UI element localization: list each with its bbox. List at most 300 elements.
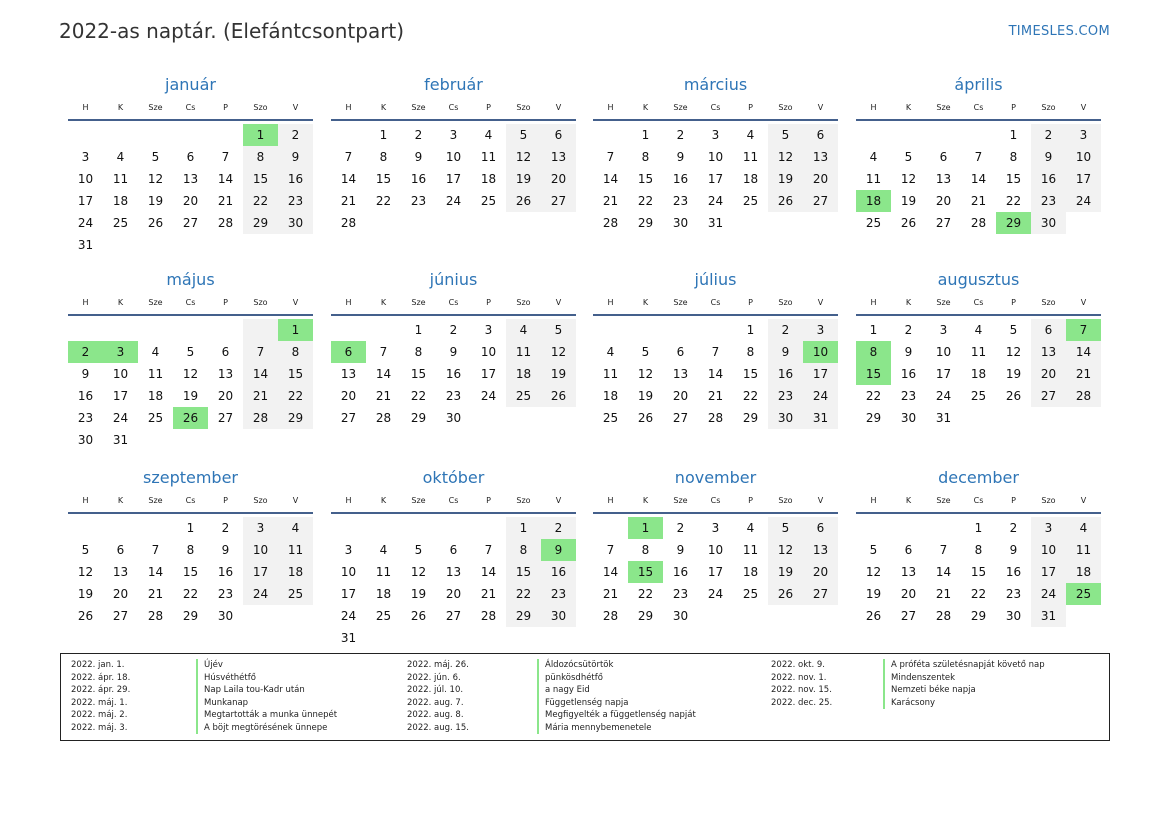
day-cell[interactable]: 14 xyxy=(1066,341,1101,363)
day-cell[interactable]: 10 xyxy=(243,539,278,561)
day-cell[interactable]: 10 xyxy=(935,345,952,359)
day-cell[interactable]: 25 xyxy=(278,583,313,605)
day-cell[interactable]: 8 xyxy=(186,543,195,557)
day-cell[interactable]: 21 xyxy=(147,587,164,601)
day-cell[interactable]: 8 xyxy=(414,345,423,359)
day-cell[interactable]: 14 xyxy=(147,565,164,579)
day-cell[interactable]: 13 xyxy=(445,565,462,579)
holiday-day-cell[interactable]: 3 xyxy=(103,341,138,363)
day-cell[interactable]: 7 xyxy=(711,345,720,359)
day-cell[interactable]: 11 xyxy=(602,367,619,381)
day-cell[interactable]: 16 xyxy=(1005,565,1022,579)
day-cell[interactable]: 18 xyxy=(506,363,541,385)
day-cell[interactable]: 31 xyxy=(707,216,724,230)
day-cell[interactable]: 19 xyxy=(410,587,427,601)
day-cell[interactable]: 5 xyxy=(541,319,576,341)
day-cell[interactable]: 25 xyxy=(970,389,987,403)
day-cell[interactable]: 6 xyxy=(676,345,685,359)
day-cell[interactable]: 11 xyxy=(865,172,882,186)
day-cell[interactable]: 24 xyxy=(935,389,952,403)
day-cell[interactable]: 23 xyxy=(278,190,313,212)
day-cell[interactable]: 21 xyxy=(935,587,952,601)
day-cell[interactable]: 8 xyxy=(243,146,278,168)
day-cell[interactable]: 14 xyxy=(375,367,392,381)
day-cell[interactable]: 25 xyxy=(112,216,129,230)
day-cell[interactable]: 1 xyxy=(869,323,878,337)
day-cell[interactable]: 29 xyxy=(865,411,882,425)
day-cell[interactable]: 28 xyxy=(375,411,392,425)
day-cell[interactable]: 8 xyxy=(506,539,541,561)
day-cell[interactable]: 17 xyxy=(445,172,462,186)
day-cell[interactable]: 10 xyxy=(112,367,129,381)
day-cell[interactable]: 25 xyxy=(865,216,882,230)
day-cell[interactable]: 16 xyxy=(445,367,462,381)
day-cell[interactable]: 31 xyxy=(935,411,952,425)
day-cell[interactable]: 12 xyxy=(77,565,94,579)
day-cell[interactable]: 11 xyxy=(1066,539,1101,561)
day-cell[interactable]: 16 xyxy=(672,565,689,579)
day-cell[interactable]: 19 xyxy=(147,194,164,208)
day-cell[interactable]: 2 xyxy=(676,521,685,535)
day-cell[interactable]: 29 xyxy=(742,411,759,425)
day-cell[interactable]: 30 xyxy=(672,609,689,623)
day-cell[interactable]: 13 xyxy=(217,367,234,381)
day-cell[interactable]: 5 xyxy=(151,150,160,164)
day-cell[interactable]: 22 xyxy=(182,587,199,601)
day-cell[interactable]: 24 xyxy=(340,609,357,623)
day-cell[interactable]: 25 xyxy=(506,385,541,407)
day-cell[interactable]: 10 xyxy=(340,565,357,579)
day-cell[interactable]: 5 xyxy=(869,543,878,557)
day-cell[interactable]: 19 xyxy=(506,168,541,190)
day-cell[interactable]: 18 xyxy=(375,587,392,601)
day-cell[interactable]: 20 xyxy=(182,194,199,208)
day-cell[interactable]: 10 xyxy=(480,345,497,359)
day-cell[interactable]: 11 xyxy=(742,543,759,557)
day-cell[interactable]: 23 xyxy=(77,411,94,425)
day-cell[interactable]: 24 xyxy=(707,194,724,208)
day-cell[interactable]: 3 xyxy=(484,323,493,337)
day-cell[interactable]: 12 xyxy=(147,172,164,186)
day-cell[interactable]: 15 xyxy=(506,561,541,583)
day-cell[interactable]: 28 xyxy=(602,609,619,623)
day-cell[interactable]: 23 xyxy=(672,587,689,601)
day-cell[interactable]: 2 xyxy=(1031,124,1066,146)
day-cell[interactable]: 19 xyxy=(541,363,576,385)
day-cell[interactable]: 20 xyxy=(1031,363,1066,385)
day-cell[interactable]: 28 xyxy=(935,609,952,623)
day-cell[interactable]: 8 xyxy=(278,341,313,363)
day-cell[interactable]: 18 xyxy=(278,561,313,583)
day-cell[interactable]: 26 xyxy=(768,190,803,212)
day-cell[interactable]: 17 xyxy=(1066,168,1101,190)
day-cell[interactable]: 23 xyxy=(1005,587,1022,601)
day-cell[interactable]: 9 xyxy=(1031,146,1066,168)
day-cell[interactable]: 23 xyxy=(900,389,917,403)
day-cell[interactable]: 19 xyxy=(768,561,803,583)
day-cell[interactable]: 6 xyxy=(541,124,576,146)
day-cell[interactable]: 29 xyxy=(506,605,541,627)
holiday-day-cell[interactable]: 9 xyxy=(541,539,576,561)
day-cell[interactable]: 6 xyxy=(904,543,913,557)
day-cell[interactable]: 8 xyxy=(641,150,650,164)
day-cell[interactable]: 10 xyxy=(707,543,724,557)
day-cell[interactable]: 24 xyxy=(77,216,94,230)
day-cell[interactable]: 21 xyxy=(217,194,234,208)
day-cell[interactable]: 20 xyxy=(445,587,462,601)
day-cell[interactable]: 16 xyxy=(1031,168,1066,190)
day-cell[interactable]: 12 xyxy=(410,565,427,579)
day-cell[interactable]: 21 xyxy=(375,389,392,403)
day-cell[interactable]: 2 xyxy=(449,323,458,337)
day-cell[interactable]: 6 xyxy=(803,124,838,146)
day-cell[interactable]: 22 xyxy=(742,389,759,403)
holiday-day-cell[interactable]: 2 xyxy=(68,341,103,363)
day-cell[interactable]: 18 xyxy=(147,389,164,403)
day-cell[interactable]: 30 xyxy=(217,609,234,623)
day-cell[interactable]: 18 xyxy=(742,565,759,579)
day-cell[interactable]: 15 xyxy=(278,363,313,385)
day-cell[interactable]: 24 xyxy=(445,194,462,208)
day-cell[interactable]: 6 xyxy=(186,150,195,164)
day-cell[interactable]: 9 xyxy=(278,146,313,168)
day-cell[interactable]: 17 xyxy=(112,389,129,403)
day-cell[interactable]: 1 xyxy=(186,521,195,535)
day-cell[interactable]: 14 xyxy=(602,172,619,186)
day-cell[interactable]: 9 xyxy=(414,150,423,164)
day-cell[interactable]: 8 xyxy=(1009,150,1018,164)
day-cell[interactable]: 29 xyxy=(278,407,313,429)
day-cell[interactable]: 1 xyxy=(974,521,983,535)
day-cell[interactable]: 3 xyxy=(1066,124,1101,146)
day-cell[interactable]: 16 xyxy=(77,389,94,403)
day-cell[interactable]: 14 xyxy=(970,172,987,186)
day-cell[interactable]: 19 xyxy=(182,389,199,403)
day-cell[interactable]: 2 xyxy=(278,124,313,146)
day-cell[interactable]: 22 xyxy=(375,194,392,208)
holiday-day-cell[interactable]: 1 xyxy=(628,517,663,539)
day-cell[interactable]: 11 xyxy=(375,565,392,579)
day-cell[interactable]: 15 xyxy=(375,172,392,186)
day-cell[interactable]: 28 xyxy=(602,216,619,230)
day-cell[interactable]: 11 xyxy=(506,341,541,363)
day-cell[interactable]: 4 xyxy=(506,319,541,341)
day-cell[interactable]: 13 xyxy=(900,565,917,579)
day-cell[interactable]: 27 xyxy=(900,609,917,623)
holiday-day-cell[interactable]: 1 xyxy=(243,124,278,146)
day-cell[interactable]: 26 xyxy=(506,190,541,212)
day-cell[interactable]: 23 xyxy=(768,385,803,407)
day-cell[interactable]: 20 xyxy=(803,561,838,583)
day-cell[interactable]: 9 xyxy=(768,341,803,363)
day-cell[interactable]: 29 xyxy=(182,609,199,623)
day-cell[interactable]: 19 xyxy=(865,587,882,601)
day-cell[interactable]: 4 xyxy=(484,128,493,142)
day-cell[interactable]: 23 xyxy=(445,389,462,403)
day-cell[interactable]: 7 xyxy=(939,543,948,557)
day-cell[interactable]: 20 xyxy=(340,389,357,403)
day-cell[interactable]: 15 xyxy=(243,168,278,190)
day-cell[interactable]: 24 xyxy=(243,583,278,605)
day-cell[interactable]: 17 xyxy=(1031,561,1066,583)
holiday-day-cell[interactable]: 15 xyxy=(628,561,663,583)
day-cell[interactable]: 7 xyxy=(974,150,983,164)
day-cell[interactable]: 5 xyxy=(641,345,650,359)
day-cell[interactable]: 22 xyxy=(637,194,654,208)
day-cell[interactable]: 30 xyxy=(1031,212,1066,234)
day-cell[interactable]: 3 xyxy=(344,543,353,557)
day-cell[interactable]: 25 xyxy=(742,194,759,208)
day-cell[interactable]: 17 xyxy=(480,367,497,381)
day-cell[interactable]: 13 xyxy=(541,146,576,168)
day-cell[interactable]: 17 xyxy=(707,565,724,579)
day-cell[interactable]: 20 xyxy=(935,194,952,208)
day-cell[interactable]: 26 xyxy=(410,609,427,623)
day-cell[interactable]: 28 xyxy=(243,407,278,429)
day-cell[interactable]: 16 xyxy=(217,565,234,579)
day-cell[interactable]: 6 xyxy=(221,345,230,359)
day-cell[interactable]: 3 xyxy=(711,128,720,142)
day-cell[interactable]: 24 xyxy=(112,411,129,425)
day-cell[interactable]: 21 xyxy=(707,389,724,403)
day-cell[interactable]: 27 xyxy=(182,216,199,230)
day-cell[interactable]: 12 xyxy=(768,539,803,561)
day-cell[interactable]: 30 xyxy=(768,407,803,429)
day-cell[interactable]: 4 xyxy=(869,150,878,164)
day-cell[interactable]: 22 xyxy=(506,583,541,605)
holiday-day-cell[interactable]: 1 xyxy=(278,319,313,341)
holiday-day-cell[interactable]: 15 xyxy=(856,363,891,385)
day-cell[interactable]: 13 xyxy=(340,367,357,381)
day-cell[interactable]: 7 xyxy=(379,345,388,359)
day-cell[interactable]: 7 xyxy=(151,543,160,557)
day-cell[interactable]: 31 xyxy=(112,433,129,447)
day-cell[interactable]: 13 xyxy=(935,172,952,186)
day-cell[interactable]: 21 xyxy=(480,587,497,601)
day-cell[interactable]: 24 xyxy=(480,389,497,403)
day-cell[interactable]: 7 xyxy=(606,150,615,164)
day-cell[interactable]: 10 xyxy=(445,150,462,164)
day-cell[interactable]: 4 xyxy=(746,521,755,535)
day-cell[interactable]: 19 xyxy=(1005,367,1022,381)
day-cell[interactable]: 11 xyxy=(742,150,759,164)
day-cell[interactable]: 12 xyxy=(182,367,199,381)
day-cell[interactable]: 9 xyxy=(676,150,685,164)
day-cell[interactable]: 17 xyxy=(243,561,278,583)
day-cell[interactable]: 3 xyxy=(1031,517,1066,539)
day-cell[interactable]: 5 xyxy=(1009,323,1018,337)
day-cell[interactable]: 22 xyxy=(637,587,654,601)
day-cell[interactable]: 14 xyxy=(217,172,234,186)
day-cell[interactable]: 29 xyxy=(243,212,278,234)
day-cell[interactable]: 27 xyxy=(112,609,129,623)
day-cell[interactable]: 8 xyxy=(379,150,388,164)
day-cell[interactable]: 21 xyxy=(1066,363,1101,385)
holiday-day-cell[interactable]: 10 xyxy=(803,341,838,363)
day-cell[interactable]: 6 xyxy=(449,543,458,557)
day-cell[interactable]: 1 xyxy=(414,323,423,337)
day-cell[interactable]: 18 xyxy=(970,367,987,381)
day-cell[interactable]: 2 xyxy=(904,323,913,337)
day-cell[interactable]: 21 xyxy=(243,385,278,407)
day-cell[interactable]: 22 xyxy=(278,385,313,407)
day-cell[interactable]: 12 xyxy=(768,146,803,168)
day-cell[interactable]: 14 xyxy=(707,367,724,381)
day-cell[interactable]: 26 xyxy=(637,411,654,425)
day-cell[interactable]: 20 xyxy=(217,389,234,403)
day-cell[interactable]: 16 xyxy=(900,367,917,381)
day-cell[interactable]: 21 xyxy=(970,194,987,208)
day-cell[interactable]: 6 xyxy=(803,517,838,539)
day-cell[interactable]: 18 xyxy=(1066,561,1101,583)
day-cell[interactable]: 3 xyxy=(939,323,948,337)
day-cell[interactable]: 29 xyxy=(637,609,654,623)
day-cell[interactable]: 12 xyxy=(541,341,576,363)
day-cell[interactable]: 23 xyxy=(672,194,689,208)
day-cell[interactable]: 13 xyxy=(1031,341,1066,363)
day-cell[interactable]: 3 xyxy=(243,517,278,539)
holiday-day-cell[interactable]: 6 xyxy=(331,341,366,363)
day-cell[interactable]: 4 xyxy=(116,150,125,164)
day-cell[interactable]: 22 xyxy=(1005,194,1022,208)
day-cell[interactable]: 4 xyxy=(151,345,160,359)
day-cell[interactable]: 28 xyxy=(1066,385,1101,407)
day-cell[interactable]: 28 xyxy=(970,216,987,230)
day-cell[interactable]: 10 xyxy=(707,150,724,164)
day-cell[interactable]: 22 xyxy=(243,190,278,212)
day-cell[interactable]: 27 xyxy=(445,609,462,623)
holiday-day-cell[interactable]: 7 xyxy=(1066,319,1101,341)
day-cell[interactable]: 17 xyxy=(707,172,724,186)
day-cell[interactable]: 12 xyxy=(1005,345,1022,359)
day-cell[interactable]: 8 xyxy=(974,543,983,557)
day-cell[interactable]: 12 xyxy=(506,146,541,168)
day-cell[interactable]: 7 xyxy=(344,150,353,164)
day-cell[interactable]: 5 xyxy=(414,543,423,557)
day-cell[interactable]: 20 xyxy=(541,168,576,190)
day-cell[interactable]: 23 xyxy=(410,194,427,208)
day-cell[interactable]: 28 xyxy=(707,411,724,425)
day-cell[interactable]: 28 xyxy=(217,216,234,230)
day-cell[interactable]: 25 xyxy=(742,587,759,601)
day-cell[interactable]: 25 xyxy=(147,411,164,425)
day-cell[interactable]: 11 xyxy=(112,172,129,186)
day-cell[interactable]: 2 xyxy=(676,128,685,142)
day-cell[interactable]: 20 xyxy=(672,389,689,403)
day-cell[interactable]: 5 xyxy=(506,124,541,146)
day-cell[interactable]: 5 xyxy=(186,345,195,359)
holiday-day-cell[interactable]: 29 xyxy=(996,212,1031,234)
day-cell[interactable]: 19 xyxy=(768,168,803,190)
day-cell[interactable]: 3 xyxy=(803,319,838,341)
day-cell[interactable]: 13 xyxy=(112,565,129,579)
day-cell[interactable]: 9 xyxy=(676,543,685,557)
day-cell[interactable]: 6 xyxy=(116,543,125,557)
day-cell[interactable]: 15 xyxy=(970,565,987,579)
day-cell[interactable]: 28 xyxy=(340,216,357,230)
day-cell[interactable]: 21 xyxy=(340,194,357,208)
day-cell[interactable]: 9 xyxy=(904,345,913,359)
day-cell[interactable]: 3 xyxy=(711,521,720,535)
day-cell[interactable]: 10 xyxy=(1031,539,1066,561)
day-cell[interactable]: 25 xyxy=(602,411,619,425)
day-cell[interactable]: 4 xyxy=(606,345,615,359)
day-cell[interactable]: 24 xyxy=(1066,190,1101,212)
day-cell[interactable]: 1 xyxy=(1009,128,1018,142)
day-cell[interactable]: 16 xyxy=(672,172,689,186)
day-cell[interactable]: 12 xyxy=(900,172,917,186)
day-cell[interactable]: 1 xyxy=(746,323,755,337)
day-cell[interactable]: 27 xyxy=(1031,385,1066,407)
day-cell[interactable]: 5 xyxy=(904,150,913,164)
day-cell[interactable]: 8 xyxy=(641,543,650,557)
day-cell[interactable]: 19 xyxy=(77,587,94,601)
day-cell[interactable]: 14 xyxy=(480,565,497,579)
day-cell[interactable]: 15 xyxy=(742,367,759,381)
day-cell[interactable]: 27 xyxy=(340,411,357,425)
day-cell[interactable]: 23 xyxy=(1031,190,1066,212)
day-cell[interactable]: 25 xyxy=(375,609,392,623)
day-cell[interactable]: 23 xyxy=(541,583,576,605)
day-cell[interactable]: 17 xyxy=(340,587,357,601)
day-cell[interactable]: 29 xyxy=(970,609,987,623)
day-cell[interactable]: 2 xyxy=(1009,521,1018,535)
day-cell[interactable]: 28 xyxy=(480,609,497,623)
day-cell[interactable]: 18 xyxy=(602,389,619,403)
day-cell[interactable]: 3 xyxy=(449,128,458,142)
day-cell[interactable]: 17 xyxy=(803,363,838,385)
day-cell[interactable]: 9 xyxy=(449,345,458,359)
day-cell[interactable]: 11 xyxy=(147,367,164,381)
day-cell[interactable]: 1 xyxy=(379,128,388,142)
brand-link[interactable]: TIMESLES.COM xyxy=(1008,24,1110,39)
day-cell[interactable]: 31 xyxy=(77,238,94,252)
day-cell[interactable]: 16 xyxy=(410,172,427,186)
day-cell[interactable]: 4 xyxy=(1066,517,1101,539)
day-cell[interactable]: 7 xyxy=(221,150,230,164)
day-cell[interactable]: 1 xyxy=(506,517,541,539)
day-cell[interactable]: 10 xyxy=(1066,146,1101,168)
holiday-day-cell[interactable]: 18 xyxy=(856,190,891,212)
day-cell[interactable]: 26 xyxy=(147,216,164,230)
day-cell[interactable]: 16 xyxy=(278,168,313,190)
day-cell[interactable]: 24 xyxy=(1031,583,1066,605)
day-cell[interactable]: 13 xyxy=(672,367,689,381)
day-cell[interactable]: 14 xyxy=(935,565,952,579)
day-cell[interactable]: 22 xyxy=(865,389,882,403)
day-cell[interactable]: 8 xyxy=(746,345,755,359)
day-cell[interactable]: 26 xyxy=(77,609,94,623)
day-cell[interactable]: 24 xyxy=(707,587,724,601)
day-cell[interactable]: 22 xyxy=(410,389,427,403)
day-cell[interactable]: 13 xyxy=(803,146,838,168)
day-cell[interactable]: 31 xyxy=(803,407,838,429)
day-cell[interactable]: 21 xyxy=(602,194,619,208)
day-cell[interactable]: 26 xyxy=(865,609,882,623)
day-cell[interactable]: 27 xyxy=(672,411,689,425)
day-cell[interactable]: 2 xyxy=(414,128,423,142)
day-cell[interactable]: 6 xyxy=(1031,319,1066,341)
day-cell[interactable]: 12 xyxy=(865,565,882,579)
day-cell[interactable]: 15 xyxy=(410,367,427,381)
day-cell[interactable]: 13 xyxy=(803,539,838,561)
day-cell[interactable]: 4 xyxy=(974,323,983,337)
day-cell[interactable]: 20 xyxy=(112,587,129,601)
day-cell[interactable]: 14 xyxy=(243,363,278,385)
day-cell[interactable]: 27 xyxy=(541,190,576,212)
day-cell[interactable]: 27 xyxy=(803,583,838,605)
day-cell[interactable]: 30 xyxy=(900,411,917,425)
